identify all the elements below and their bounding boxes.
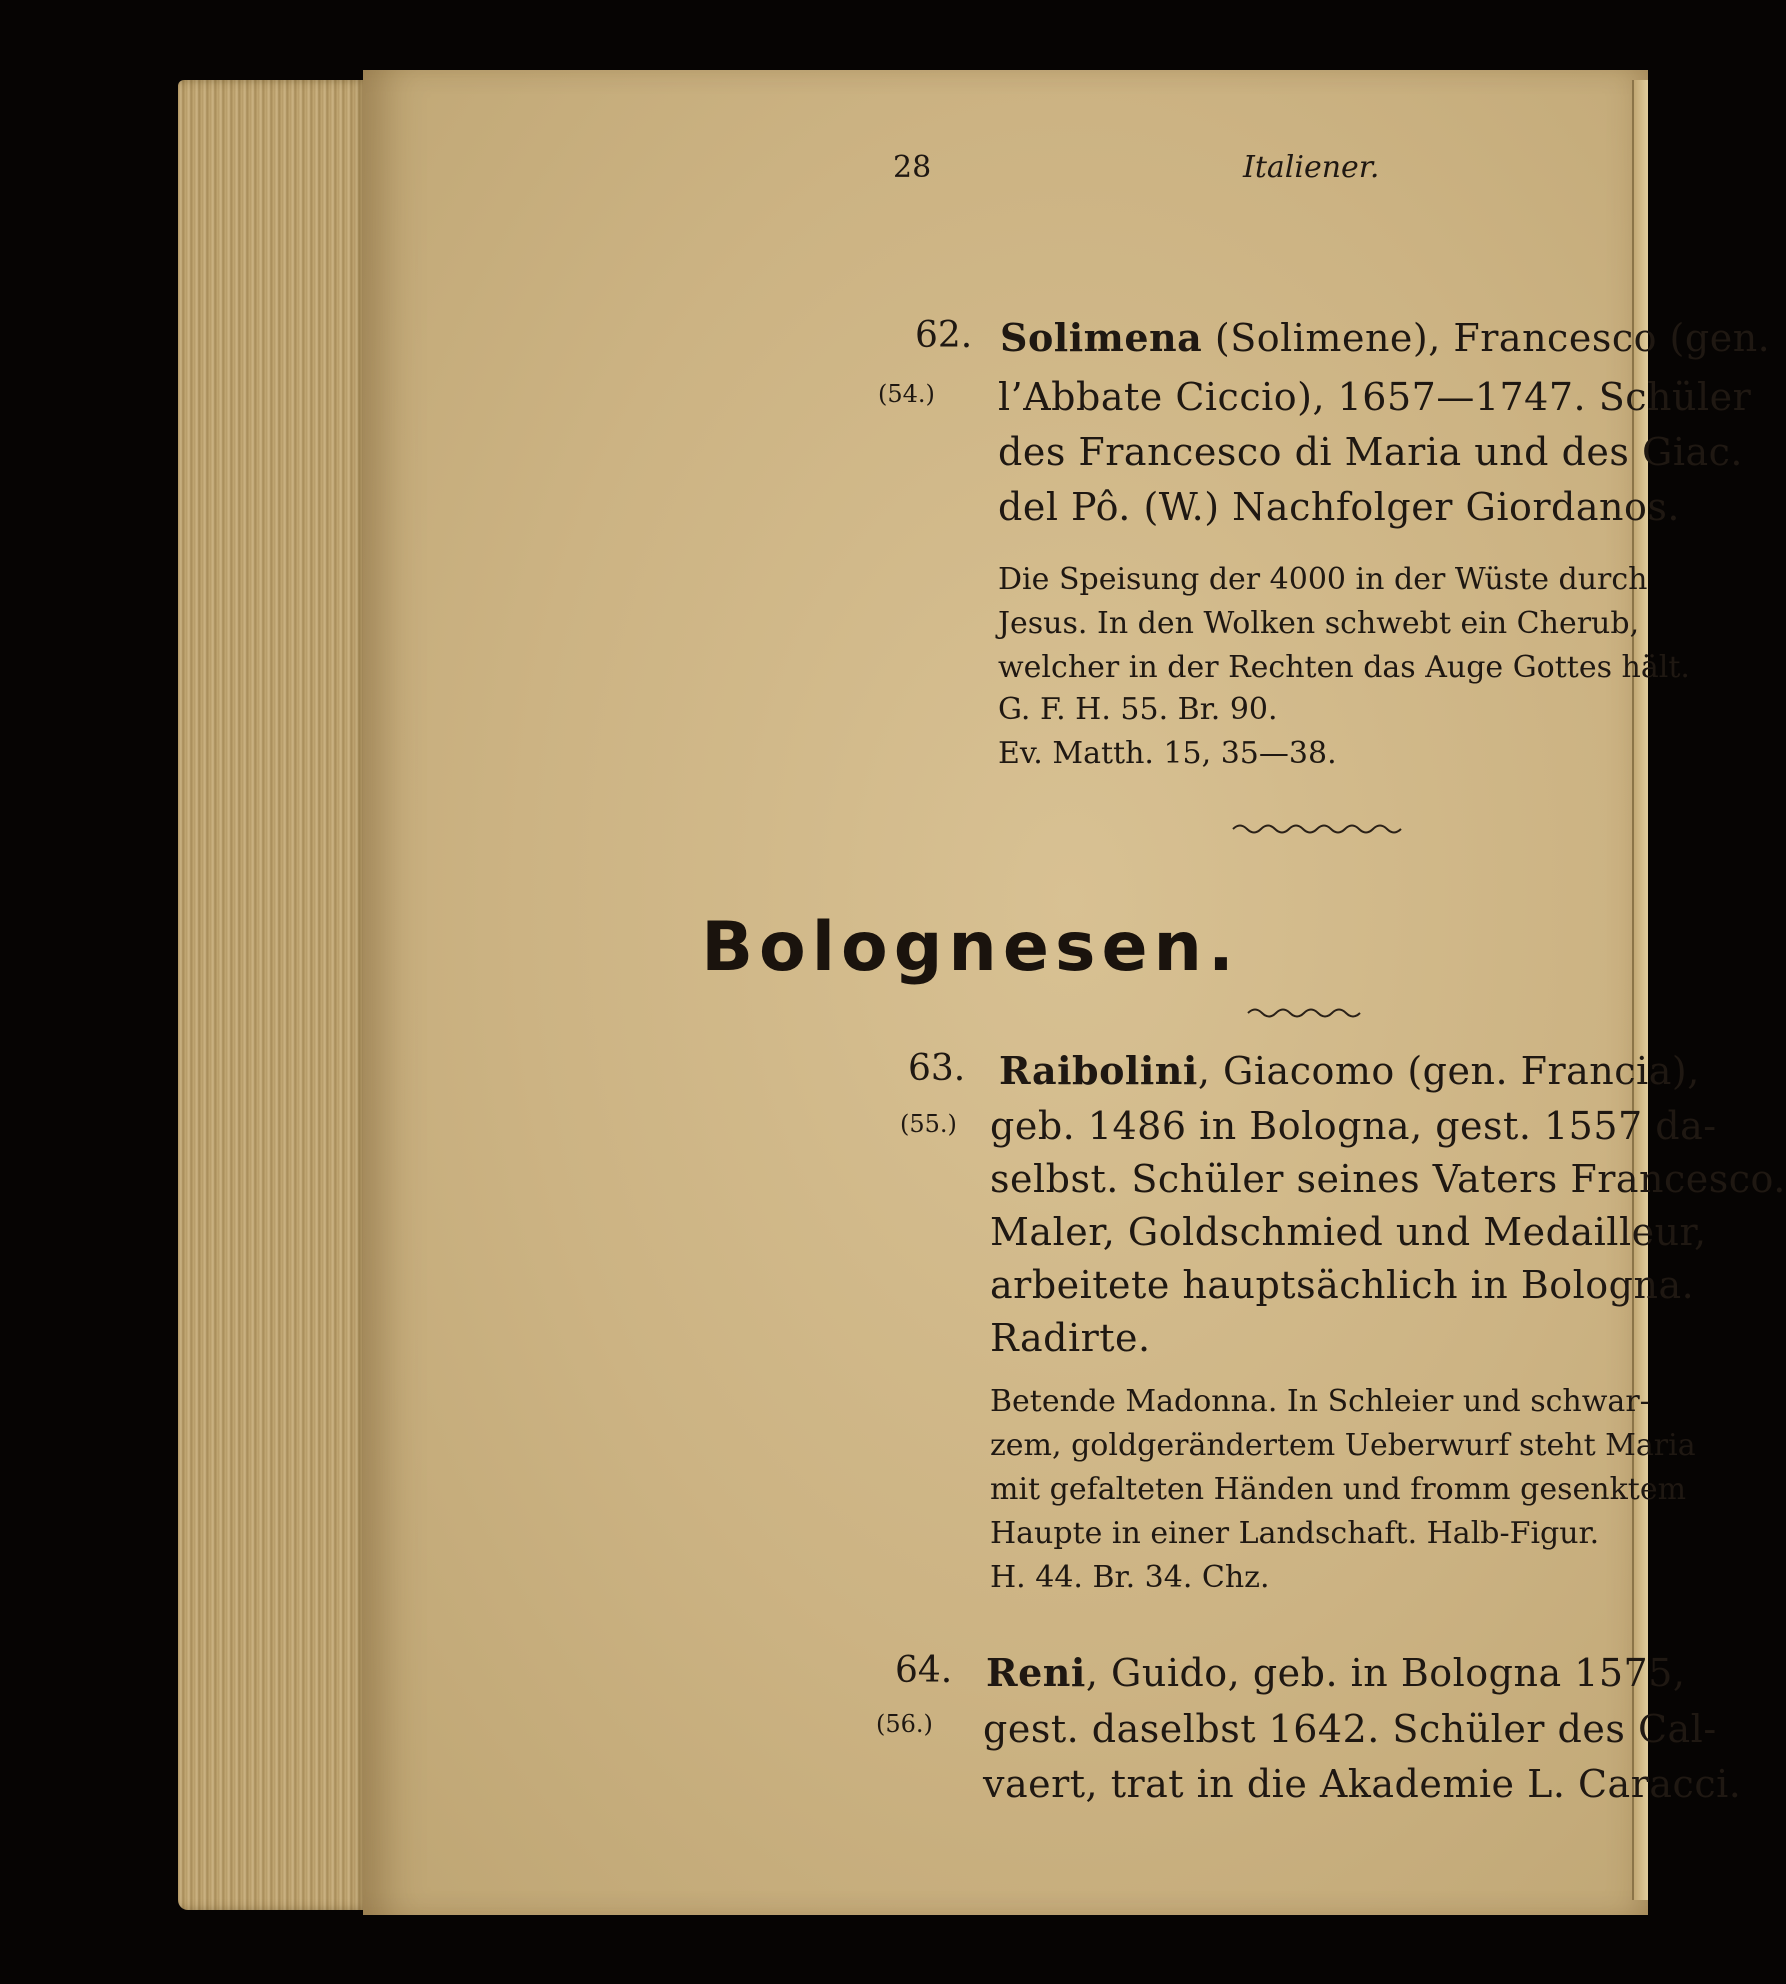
entry-line: vaert, trat in die Akademie L. Caracci. — [983, 1762, 1742, 1806]
section-title: Bolognesen. — [701, 908, 1240, 987]
page — [363, 70, 1786, 1915]
description-line: Die Speisung der 4000 in der Wüste durch — [998, 562, 1648, 597]
description-line: G. F. H. 55. Br. 90. — [998, 692, 1278, 727]
description-line: Haupte in einer Landschaft. Halb-Figur. — [990, 1516, 1600, 1551]
entry-line: Raibolini, Giacomo (gen. Francia), — [999, 1048, 1700, 1093]
entry-line: arbeitete hauptsächlich in Bologna. — [990, 1263, 1695, 1307]
entry-old-number: (55.) — [900, 1110, 957, 1138]
entry-number: 62. — [915, 315, 973, 356]
entry-line: Maler, Goldschmied und Medailleur, — [990, 1210, 1707, 1254]
description-line: zem, goldgerändertem Ueberwurf steht Maria — [990, 1428, 1696, 1463]
entry-line: del Pô. (W.) Nachfolger Giordanos. — [998, 485, 1680, 529]
entry-line: selbst. Schüler seines Vaters Francesco. — [990, 1157, 1786, 1201]
description-line: Jesus. In den Wolken schwebt ein Cherub, — [998, 606, 1640, 641]
entry-line: des Francesco di Maria und des Giac. — [998, 430, 1744, 474]
entry-old-number: (54.) — [878, 380, 935, 408]
description-line: welcher in der Rechten das Auge Gottes hält. — [998, 650, 1690, 685]
ornament-divider — [1233, 820, 1403, 838]
description-line: H. 44. Br. 34. Chz. — [990, 1560, 1270, 1595]
description-line: Betende Madonna. In Schleier und schwar- — [990, 1384, 1650, 1419]
artist-name: Solimena — [1000, 315, 1203, 360]
entry-number: 64. — [895, 1650, 953, 1691]
entry-line: l’Abbate Ciccio), 1657—1747. Schüler — [998, 375, 1752, 419]
description-line: mit gefalteten Händen und fromm gesenktem — [990, 1472, 1687, 1507]
description-line: Ev. Matth. 15, 35—38. — [998, 736, 1337, 771]
entry-line: Radirte. — [990, 1316, 1151, 1360]
running-title: Italiener. — [1243, 150, 1380, 185]
entry-line: Solimena (Solimene), Francesco (gen. — [1000, 315, 1771, 360]
artist-name: Raibolini — [999, 1048, 1198, 1093]
entry-old-number: (56.) — [876, 1710, 933, 1738]
page-number: 28 — [893, 150, 932, 185]
entry-number: 63. — [908, 1048, 966, 1089]
page-stack — [178, 80, 368, 1910]
entry-line: gest. daselbst 1642. Schüler des Cal- — [983, 1707, 1717, 1751]
entry-line: Reni, Guido, geb. in Bologna 1575, — [986, 1650, 1686, 1695]
book — [178, 70, 1786, 1925]
entry-line: geb. 1486 in Bologna, gest. 1557 da- — [990, 1104, 1717, 1148]
artist-name: Reni — [986, 1650, 1086, 1695]
ornament-divider — [1248, 1005, 1363, 1021]
